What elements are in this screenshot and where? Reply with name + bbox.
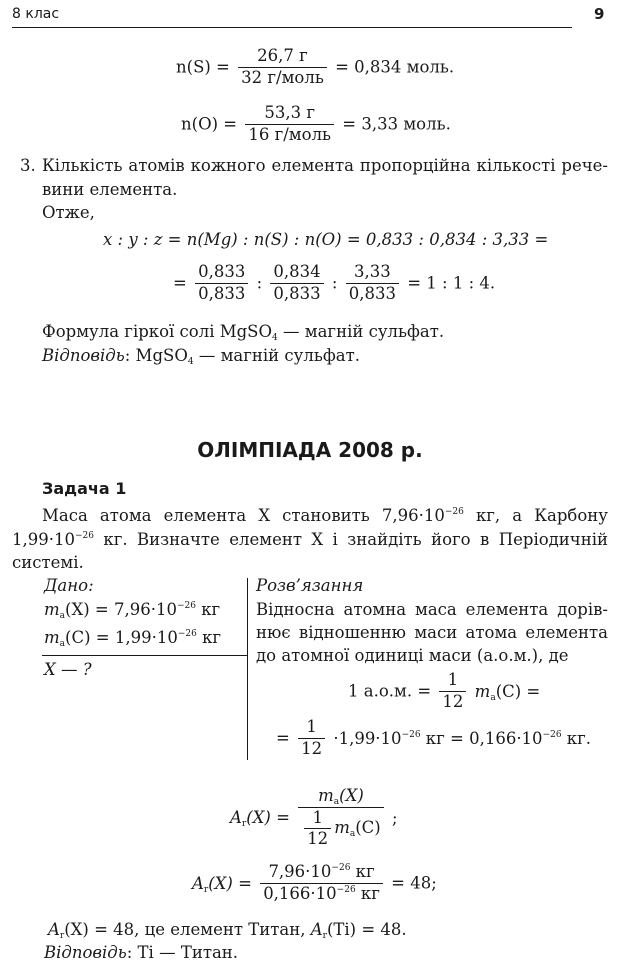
denominator: 0,833 bbox=[348, 283, 396, 303]
ratio-line1: x : y : z = n(Mg) : n(S) : n(O) = 0,833 : 0,834 : 3,33 = bbox=[103, 230, 549, 249]
fraction-s bbox=[270, 262, 323, 304]
fraction-o bbox=[346, 262, 399, 304]
task-title: Задача 1 bbox=[42, 479, 127, 498]
exponent: −26 bbox=[331, 863, 351, 873]
given-line2 bbox=[44, 628, 221, 647]
unit: кг bbox=[195, 600, 221, 619]
tail: (X) bbox=[339, 786, 364, 805]
otzhe: Отже, bbox=[42, 203, 95, 222]
answer-2 bbox=[44, 943, 238, 962]
numerator bbox=[260, 862, 383, 884]
colon: : bbox=[256, 273, 263, 293]
answer-text: : MgSO bbox=[124, 346, 188, 365]
value: 7,96·10 bbox=[268, 862, 332, 881]
symbol: m bbox=[474, 681, 491, 701]
exponent: −26 bbox=[401, 729, 421, 740]
tail: (C) = bbox=[495, 681, 541, 701]
denominator: 32 г/моль bbox=[241, 67, 324, 87]
denominator: 16 г/моль bbox=[248, 124, 332, 144]
header-rule bbox=[12, 27, 572, 28]
tail: (C) bbox=[355, 818, 381, 838]
unit: кг bbox=[350, 862, 375, 881]
ratio-result: = 1 : 1 : 4. bbox=[407, 273, 496, 293]
text: кг, а Карбону bbox=[463, 506, 608, 525]
subscript: а bbox=[490, 692, 496, 703]
denominator: 12 bbox=[307, 829, 329, 849]
answer-tail: — магній сульфат. bbox=[193, 346, 360, 365]
denominator bbox=[260, 884, 383, 905]
formula-lhs: n(O) = bbox=[181, 114, 238, 134]
equals: = bbox=[276, 728, 290, 748]
lhs bbox=[192, 874, 252, 893]
exponent: −26 bbox=[177, 629, 197, 639]
lhs bbox=[230, 808, 290, 830]
subscript: а bbox=[349, 829, 356, 840]
formula-rhs: = 3,33 моль. bbox=[342, 114, 451, 134]
solution-line2: нює відношенню маси атома елемента bbox=[256, 623, 608, 642]
denominator bbox=[298, 808, 384, 850]
symbol: m bbox=[334, 818, 350, 838]
answer-1 bbox=[42, 346, 360, 365]
text: (X) = 48, це елемент Титан, bbox=[64, 920, 306, 939]
denominator: 0,833 bbox=[198, 283, 246, 303]
numerator: 26,7 г bbox=[238, 46, 327, 68]
ar-formula-symbolic bbox=[230, 786, 398, 850]
symbol: A bbox=[192, 873, 204, 893]
fraction bbox=[439, 670, 466, 712]
subscript: r bbox=[203, 884, 209, 895]
amu-formula bbox=[348, 670, 540, 712]
amu-calc bbox=[276, 717, 591, 759]
solution-label: Розв’язання bbox=[256, 576, 364, 595]
formula-tail: — магній сульфат. bbox=[277, 322, 445, 341]
denominator: 12 bbox=[301, 738, 323, 758]
unit: кг. bbox=[561, 728, 592, 748]
task-text-line1 bbox=[42, 506, 608, 525]
numerator: 1 bbox=[304, 808, 331, 830]
subscript: а bbox=[59, 639, 66, 649]
lhs: 1 а.о.м. = bbox=[348, 681, 432, 701]
value: 0,166·10 bbox=[263, 883, 337, 903]
given-divider-horizontal bbox=[42, 655, 247, 656]
numerator: 53,3 г bbox=[245, 103, 334, 125]
symbol: m bbox=[44, 628, 60, 647]
symbol: m bbox=[318, 786, 334, 805]
value: (C) = 1,99·10 bbox=[65, 628, 178, 647]
unit: кг bbox=[355, 883, 380, 903]
answer-label: Відповідь bbox=[44, 943, 127, 962]
tail: (X) = bbox=[246, 808, 290, 828]
text: 1,99·10 bbox=[12, 530, 75, 549]
item-text-line1: Кількість атомів кожного елемента пропорційна кількості рече- bbox=[42, 156, 608, 175]
section-title: ОЛІМПІАДА 2008 р. bbox=[197, 438, 423, 462]
semicolon: ; bbox=[391, 808, 398, 828]
numerator: 1 bbox=[439, 670, 466, 692]
denominator: 0,833 bbox=[273, 283, 321, 303]
subscript: r bbox=[322, 931, 327, 941]
formula-n-s bbox=[176, 46, 454, 88]
given-text: Дано bbox=[44, 576, 89, 595]
given-divider-vertical bbox=[247, 578, 248, 760]
fraction bbox=[245, 103, 334, 145]
ar-conclusion bbox=[48, 920, 407, 939]
calc-rest bbox=[333, 729, 591, 748]
formula-n-o bbox=[181, 103, 451, 145]
subscript: а bbox=[59, 611, 66, 621]
symbol: A bbox=[230, 808, 242, 828]
task-text-line2 bbox=[12, 530, 608, 549]
fraction-mg bbox=[195, 262, 248, 304]
item-text-line2: вини елемента. bbox=[42, 180, 178, 199]
answer-text: : Ti — Титан. bbox=[126, 943, 239, 962]
text: (Ti) = 48. bbox=[326, 920, 407, 939]
value: (X) = 7,96·10 bbox=[65, 600, 177, 619]
numerator: 0,833 bbox=[195, 262, 248, 284]
subscript: 4 bbox=[272, 333, 278, 343]
exponent: −26 bbox=[74, 531, 94, 541]
fraction bbox=[298, 786, 384, 850]
exponent: −26 bbox=[176, 601, 196, 611]
page-number: 9 bbox=[594, 5, 605, 23]
numerator: 0,834 bbox=[270, 262, 323, 284]
symbol: A bbox=[310, 920, 323, 939]
numerator: 1 bbox=[298, 717, 325, 739]
tail: (X) = bbox=[208, 873, 252, 893]
text: Маса атома елемента X становить 7,96·10 bbox=[42, 506, 445, 525]
numerator bbox=[298, 786, 384, 808]
symbol: A bbox=[48, 920, 60, 939]
text: ·1,99·10 bbox=[333, 728, 402, 748]
exponent: −26 bbox=[542, 729, 562, 740]
fraction bbox=[260, 862, 383, 904]
formula-text: Формула гіркої солі MgSO bbox=[42, 322, 273, 341]
subscript: r bbox=[59, 931, 65, 941]
ar-formula-numeric bbox=[192, 862, 437, 904]
formula-lhs: n(S) = bbox=[176, 57, 230, 77]
ratio-line2 bbox=[173, 262, 495, 304]
given-label: Дано: bbox=[44, 576, 94, 595]
subscript: 4 bbox=[187, 357, 194, 367]
text: кг. Визначте елемент X і знайдіть його в Періодичній bbox=[93, 530, 608, 549]
rhs bbox=[475, 682, 541, 701]
solution-line3: до атомної одиниці маси (а.о.м.), де bbox=[256, 646, 569, 665]
denominator: 12 bbox=[442, 691, 464, 711]
given-line1 bbox=[44, 600, 220, 619]
exponent: −26 bbox=[444, 507, 464, 517]
colon: : bbox=[331, 273, 338, 293]
answer-label: Відповідь bbox=[42, 346, 125, 365]
fraction bbox=[298, 717, 325, 759]
formula-rhs: = 0,834 моль. bbox=[335, 57, 455, 77]
unit: кг bbox=[196, 628, 222, 647]
subscript: r bbox=[241, 819, 247, 830]
inner-fraction bbox=[304, 808, 331, 850]
fraction bbox=[238, 46, 327, 88]
equals: = bbox=[173, 273, 187, 293]
item-number: 3. bbox=[20, 156, 36, 175]
symbol: m bbox=[44, 600, 60, 619]
subscript: а bbox=[333, 797, 340, 807]
find-line: X — ? bbox=[44, 660, 92, 679]
text: кг = 0,166·10 bbox=[420, 728, 543, 748]
rhs: = 48; bbox=[391, 873, 437, 893]
numerator: 3,33 bbox=[346, 262, 399, 284]
formula-line bbox=[42, 322, 444, 341]
exponent: −26 bbox=[336, 884, 356, 895]
task-text-line3: системі. bbox=[12, 553, 84, 572]
running-header-left: 8 клас bbox=[12, 6, 60, 22]
solution-line1: Відносна атомна маса елемента дорів- bbox=[256, 600, 608, 619]
den-tail bbox=[334, 818, 381, 840]
